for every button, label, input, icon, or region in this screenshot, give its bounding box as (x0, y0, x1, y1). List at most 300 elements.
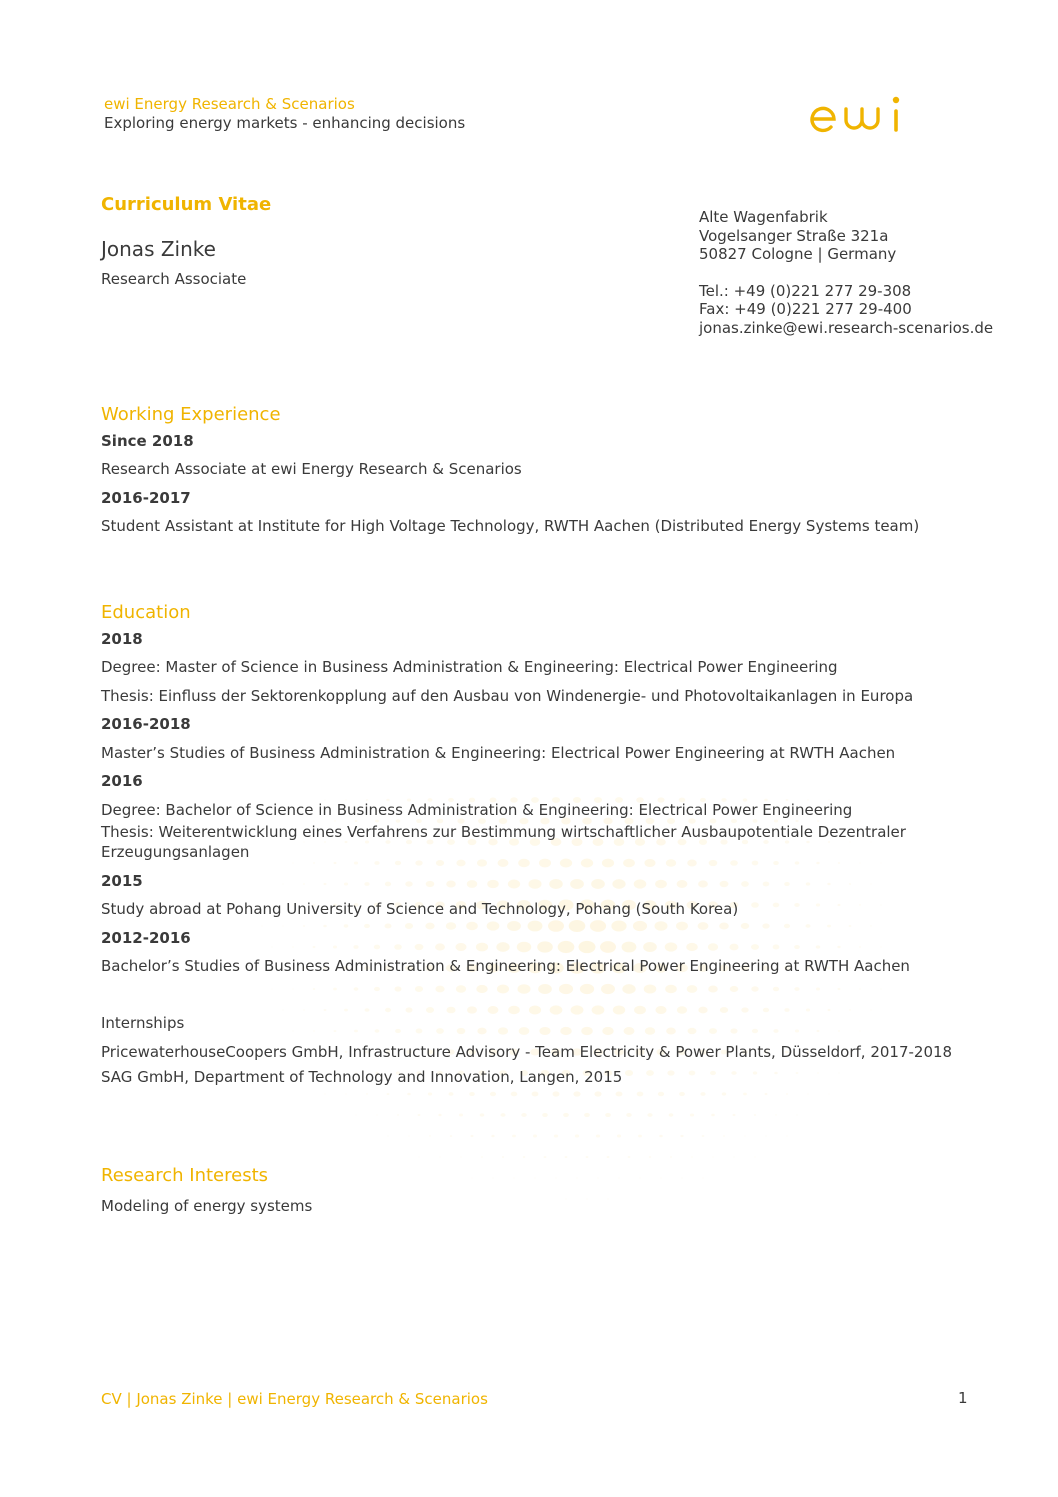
watermark-dot (743, 1093, 747, 1096)
watermark-dot (607, 1156, 610, 1158)
watermark-dot (354, 987, 359, 991)
cv-title: Curriculum Vitae (101, 194, 272, 215)
watermark-dot (407, 1093, 411, 1096)
watermark-dot (686, 943, 697, 951)
watermark-dot (498, 859, 509, 867)
watermark-dot (375, 1029, 380, 1033)
watermark-dot (708, 986, 718, 993)
internship-line: PricewaterhouseCoopers GmbH, Infrastructure Advisory - Team Electricity & Power Plants, Düsseldorf, 2017-2018 (101, 1043, 953, 1061)
watermark-dot (490, 1092, 496, 1096)
watermark-dot (655, 1006, 666, 1014)
watermark-dot (456, 860, 465, 867)
watermark-dot (529, 1006, 541, 1015)
email-address[interactable]: jonas.zinke@ewi.research-scenarios.de (699, 318, 994, 337)
watermark-dot (730, 986, 739, 992)
watermark-dot (870, 1010, 871, 1011)
watermark-dot (333, 862, 336, 864)
watermark-dot (623, 859, 635, 868)
watermark-dot (827, 1009, 830, 1011)
watermark-dot (480, 1113, 485, 1116)
watermark-dot (720, 1007, 728, 1013)
watermark-dot (354, 861, 358, 864)
watermark-dot (517, 942, 531, 953)
watermark-dot (415, 860, 422, 865)
watermark-dot (548, 920, 564, 932)
watermark-dot (794, 945, 800, 949)
watermark-dot (456, 985, 466, 992)
watermark-dot (555, 1177, 556, 1178)
watermark-dot (405, 1007, 412, 1012)
watermark-dot (549, 879, 563, 889)
watermark-dot (481, 1156, 483, 1157)
watermark-dot (687, 985, 698, 993)
watermark-dot (502, 1156, 504, 1158)
watermark-dot (709, 1028, 717, 1034)
watermark-dot (796, 1072, 799, 1074)
watermark-dot (397, 1114, 399, 1116)
address-line: Vogelsanger Straße 321a (699, 226, 889, 245)
watermark-dot (634, 1006, 646, 1015)
watermark-dot (763, 1008, 769, 1013)
watermark-dot (666, 1027, 676, 1034)
experience-description: Student Assistant at Institute for High Voltage Technology, RWTH Aachen (Distributed Energy Systems team) (101, 517, 920, 535)
watermark-dot (605, 1113, 611, 1117)
watermark-dot (450, 1135, 453, 1137)
watermark-dot (523, 1156, 526, 1158)
watermark-dot (355, 1115, 356, 1116)
watermark-dot (426, 1007, 434, 1013)
watermark-dot (470, 1135, 473, 1137)
watermark-dot (471, 1178, 472, 1179)
watermark-dot (323, 883, 326, 885)
watermark-dot (773, 987, 779, 992)
watermark-dot (449, 1092, 454, 1096)
watermark-dot (666, 859, 676, 867)
watermark-dot (446, 922, 456, 930)
watermark-dot (698, 1007, 707, 1014)
watermark-dot (849, 842, 850, 843)
watermark-dot (446, 1007, 455, 1014)
watermark-dot (344, 841, 347, 843)
watermark-dot (575, 1134, 579, 1137)
watermark-dot (730, 1028, 737, 1033)
watermark-dot (511, 1092, 518, 1097)
watermark-dot (774, 1072, 778, 1075)
watermark-dot (681, 1178, 682, 1179)
watermark-dot (638, 1135, 642, 1138)
watermark-dot (488, 1006, 499, 1014)
watermark-dot (616, 1091, 623, 1096)
watermark-dot (374, 987, 380, 991)
watermark-dot (859, 1031, 860, 1032)
watermark-dot (507, 921, 521, 931)
education-period: 2018 (101, 630, 143, 648)
watermark-dot (537, 941, 553, 952)
watermark-dot (544, 1156, 547, 1158)
watermark-dot (426, 881, 435, 887)
watermark-dot (395, 861, 401, 866)
education-line: Study abroad at Pohang University of Science and Technology, Pohang (South Korea) (101, 900, 739, 918)
watermark-dot (600, 941, 616, 953)
watermark-dot (366, 1093, 368, 1094)
watermark-dot (477, 859, 487, 866)
education-line: Bachelor’s Studies of Business Administration & Engineering: Electrical Power Engineering at RWTH Aachen (101, 957, 910, 975)
watermark-dot (773, 1029, 778, 1033)
watermark-dot (838, 1073, 839, 1074)
watermark-dot (435, 986, 444, 993)
watermark-dot (628, 1156, 631, 1158)
watermark-dot (394, 944, 402, 950)
watermark-dot (751, 902, 759, 908)
watermark-dot (385, 882, 391, 887)
watermark-dot (476, 985, 487, 993)
watermark-dot (313, 821, 314, 822)
watermark-dot (534, 1178, 535, 1179)
education-line: Erzeugungsanlagen (101, 843, 250, 861)
watermark-dot (786, 1136, 787, 1137)
watermark-dot (816, 862, 820, 865)
watermark-dot (435, 943, 445, 950)
internship-line: SAG GmbH, Department of Technology and Innovation, Langen, 2015 (101, 1068, 623, 1086)
watermark-dot (418, 1114, 421, 1116)
watermark-dot (602, 1027, 613, 1035)
watermark-dot (773, 945, 780, 950)
watermark-dot (345, 1094, 346, 1095)
watermark-dot (602, 859, 614, 868)
watermark-dot (385, 1008, 391, 1012)
watermark-dot (859, 821, 860, 822)
watermark-dot (838, 862, 840, 864)
watermark-dot (765, 1136, 766, 1137)
watermark-dot (597, 1177, 598, 1178)
watermark-dot (550, 1005, 563, 1014)
fax-number: Fax: +49 (0)221 277 29-400 (699, 300, 912, 318)
watermark-dot (795, 861, 800, 864)
watermark-dot (439, 1157, 440, 1158)
watermark-dot (374, 945, 380, 950)
watermark-dot (710, 1071, 716, 1075)
watermark-dot (415, 986, 423, 992)
watermark-dot (644, 984, 657, 993)
watermark-dot (880, 905, 881, 906)
watermark-dot (670, 1156, 672, 1158)
watermark-dot (500, 1113, 505, 1117)
watermark-dot (838, 988, 841, 990)
watermark-dot (408, 1136, 409, 1137)
watermark-dot (849, 925, 852, 927)
watermark-dot (344, 924, 349, 927)
watermark-dot (744, 1135, 746, 1136)
watermark-dot (786, 1093, 788, 1095)
ewi-logo (808, 92, 912, 136)
watermark-dot (492, 1178, 493, 1179)
education-line: Degree: Bachelor of Science in Business Administration & Engineering: Electrical Power Engineering (101, 801, 853, 819)
watermark-dot (784, 882, 790, 886)
education-line: Thesis: Weiterentwicklung eines Verfahrens zur Bestimmung wirtschaftlicher Ausbaupotentiale Dezentraler (101, 823, 906, 841)
watermark-dot (622, 984, 635, 994)
watermark-dot (565, 1156, 568, 1158)
watermark-dot (292, 946, 294, 947)
watermark-dot (581, 1027, 592, 1035)
watermark-dot (637, 1092, 644, 1097)
watermark-dot (611, 920, 626, 931)
watermark-dot (880, 863, 881, 864)
watermark-dot (773, 903, 780, 908)
contact-block (699, 208, 993, 337)
watermark-dot (519, 1027, 530, 1035)
watermark-dot (659, 1135, 663, 1138)
watermark-dot (639, 1178, 640, 1179)
education-line: Degree: Master of Science in Business Administration & Engineering: Electrical Power Engineering (101, 658, 838, 676)
watermark-dot (313, 862, 315, 864)
watermark-dot (303, 883, 305, 884)
watermark-dot (691, 1156, 693, 1157)
watermark-dot (690, 1113, 694, 1116)
watermark-dot (364, 882, 369, 886)
watermark-dot (827, 883, 830, 885)
watermark-dot (579, 941, 596, 953)
watermark-dot (292, 988, 293, 989)
watermark-dot (677, 880, 688, 888)
watermark-dot (552, 1091, 559, 1096)
person-name: Jonas Zinke (101, 237, 216, 261)
watermark-dot (794, 987, 799, 991)
watermark-dot (476, 943, 488, 952)
experience-period: Since 2018 (101, 432, 194, 450)
watermark-dot (594, 1091, 601, 1096)
watermark-dot (592, 1005, 605, 1014)
watermark-dot (324, 1009, 327, 1011)
research-interest-line: Modeling of energy systems (101, 1197, 313, 1215)
watermark-dot (795, 1029, 799, 1032)
watermark-dot (730, 860, 738, 866)
watermark-dot (590, 920, 606, 932)
watermark-dot (586, 1199, 587, 1200)
watermark-dot (720, 881, 729, 887)
address-line: Alte Wagenfabrik (699, 208, 828, 226)
watermark-dot (859, 863, 860, 864)
address-line: 50827 Cologne | Germany (699, 245, 897, 263)
watermark-dot (387, 1136, 388, 1137)
watermark-dot (508, 880, 520, 889)
experience-description: Research Associate at ewi Energy Research & Scenarios (101, 460, 522, 478)
watermark-dot (554, 1134, 558, 1137)
watermark-dot (374, 861, 379, 865)
watermark-dot (816, 903, 820, 906)
watermark-dot (565, 1199, 566, 1200)
watermark-dot (405, 923, 413, 929)
watermark-dot (376, 1115, 377, 1116)
working-experience-heading: Working Experience (101, 404, 281, 425)
watermark-dot (271, 947, 272, 948)
watermark-dot (459, 1114, 463, 1117)
watermark-dot (712, 1157, 713, 1158)
watermark-dot (292, 1031, 293, 1032)
watermark-dot (880, 947, 881, 948)
watermark-dot (613, 1005, 625, 1014)
watermark-dot (282, 884, 283, 885)
watermark-dot (429, 1135, 431, 1136)
watermark-dot (679, 1092, 685, 1096)
watermark-dot (469, 1092, 475, 1096)
watermark-dot (837, 946, 840, 948)
watermark-dot (626, 1113, 631, 1117)
watermark-dot (733, 1157, 734, 1158)
phone-number: Tel.: +49 (0)221 277 29-308 (699, 281, 912, 300)
watermark-dot (282, 1010, 283, 1011)
watermark-dot (870, 842, 871, 843)
watermark-dot (794, 903, 799, 907)
watermark-dot (385, 923, 392, 928)
dot-pattern-watermark (250, 790, 890, 1270)
watermark-dot (313, 1030, 315, 1031)
watermark-dot (405, 881, 412, 886)
watermark-dot (466, 922, 478, 930)
watermark-dot (859, 946, 861, 948)
watermark-dot (859, 904, 861, 905)
watermark-dot (719, 923, 729, 930)
watermark-dot (487, 921, 500, 930)
watermark-dot (753, 1071, 757, 1074)
watermark-dot (539, 1027, 550, 1035)
watermark-dot (723, 1135, 725, 1137)
watermark-dot (622, 942, 637, 953)
watermark-dot (837, 904, 840, 906)
watermark-dot (795, 820, 798, 822)
watermark-dot (497, 985, 509, 994)
education-line: Master’s Studies of Business Administration & Engineering: Electrical Power Engineering at RWTH Aachen (101, 744, 896, 762)
watermark-dot (303, 842, 304, 843)
page-footer: CV | Jonas Zinke | ewi Energy Research & Scenarios (101, 1390, 488, 1408)
watermark-dot (752, 861, 759, 866)
watermark-dot (634, 879, 647, 888)
watermark-dot (702, 1178, 703, 1179)
watermark-dot (784, 924, 790, 928)
watermark-dot (618, 1178, 619, 1179)
watermark-dot (838, 821, 839, 822)
watermark-dot (344, 882, 348, 885)
watermark-dot (754, 1157, 755, 1158)
watermark-dot (355, 820, 358, 822)
education-line: Thesis: Einfluss der Sektorenkopplung auf den Ausbau von Windenergie- und Photovoltaikanlagen in Europa (101, 687, 914, 705)
watermark-dot (323, 925, 327, 928)
watermark-dot (644, 859, 655, 867)
watermark-dot (292, 863, 293, 864)
watermark-dot (353, 945, 358, 949)
watermark-dot (773, 861, 779, 865)
education-heading: Education (101, 602, 191, 623)
watermark-dot (460, 1156, 462, 1157)
watermark-dot (702, 1135, 705, 1137)
watermark-dot (542, 1113, 548, 1117)
watermark-dot (806, 1008, 810, 1011)
watermark-dot (532, 1091, 539, 1096)
watermark-dot (654, 921, 667, 930)
watermark-dot (677, 1006, 687, 1013)
watermark-dot (563, 1113, 569, 1117)
watermark-dot (591, 879, 605, 889)
watermark-dot (880, 989, 881, 990)
watermark-dot (528, 879, 541, 889)
watermark-dot (870, 925, 872, 926)
watermark-dot (647, 1113, 652, 1117)
watermark-dot (665, 942, 678, 951)
watermark-dot (805, 924, 810, 928)
watermark-dot (354, 1030, 358, 1033)
watermark-dot (559, 984, 573, 994)
watermark-dot (646, 1070, 654, 1076)
watermark-dot (344, 1009, 348, 1012)
watermark-dot (849, 1009, 851, 1010)
education-period: 2016-2018 (101, 715, 191, 733)
watermark-dot (775, 1114, 777, 1115)
watermark-dot (394, 986, 401, 991)
watermark-dot (324, 841, 326, 843)
watermark-dot (625, 1070, 633, 1076)
watermark-dot (438, 1114, 441, 1117)
watermark-dot (569, 920, 586, 932)
watermark-dot (467, 880, 478, 888)
watermark-dot (425, 923, 434, 930)
watermark-dot (601, 984, 615, 994)
watermark-dot (487, 880, 498, 888)
watermark-dot (436, 860, 444, 866)
watermark-dot (762, 923, 769, 928)
watermark-dot (576, 1177, 577, 1178)
watermark-dot (752, 1029, 758, 1033)
watermark-dot (817, 1072, 819, 1073)
watermark-dot (395, 1029, 401, 1033)
watermark-dot (365, 1008, 370, 1012)
watermark-dot (491, 1135, 494, 1138)
watermark-dot (538, 984, 552, 994)
watermark-dot (467, 1006, 477, 1013)
watermark-dot (784, 1008, 789, 1012)
watermark-dot (560, 1027, 571, 1035)
watermark-dot (816, 988, 820, 991)
watermark-dot (375, 820, 379, 823)
watermark-dot (617, 1134, 621, 1137)
research-interests-heading: Research Interests (101, 1165, 269, 1186)
watermark-dot (624, 1027, 635, 1035)
watermark-dot (334, 1030, 337, 1032)
watermark-dot (649, 1156, 651, 1158)
watermark-dot (457, 1028, 466, 1034)
watermark-dot (838, 1030, 840, 1032)
watermark-dot (581, 859, 593, 868)
watermark-dot (512, 1135, 516, 1138)
watermark-dot (669, 1113, 674, 1116)
watermark-dot (570, 879, 584, 889)
watermark-dot (428, 1092, 432, 1095)
watermark-dot (680, 1135, 683, 1137)
watermark-dot (596, 1134, 600, 1137)
watermark-dot (387, 1093, 390, 1095)
watermark-dot (477, 1028, 486, 1035)
watermark-dot (612, 879, 625, 889)
watermark-dot (708, 943, 718, 950)
watermark-dot (498, 1027, 508, 1034)
watermark-dot (816, 945, 821, 948)
watermark-dot (817, 820, 819, 822)
watermark-dot (607, 1199, 608, 1200)
watermark-dot (870, 884, 871, 885)
watermark-dot (687, 860, 697, 867)
watermark-dot (751, 986, 758, 991)
tagline: Exploring energy markets - enhancing decisions (104, 114, 466, 132)
watermark-dot (313, 946, 316, 948)
watermark-dot (741, 923, 749, 929)
